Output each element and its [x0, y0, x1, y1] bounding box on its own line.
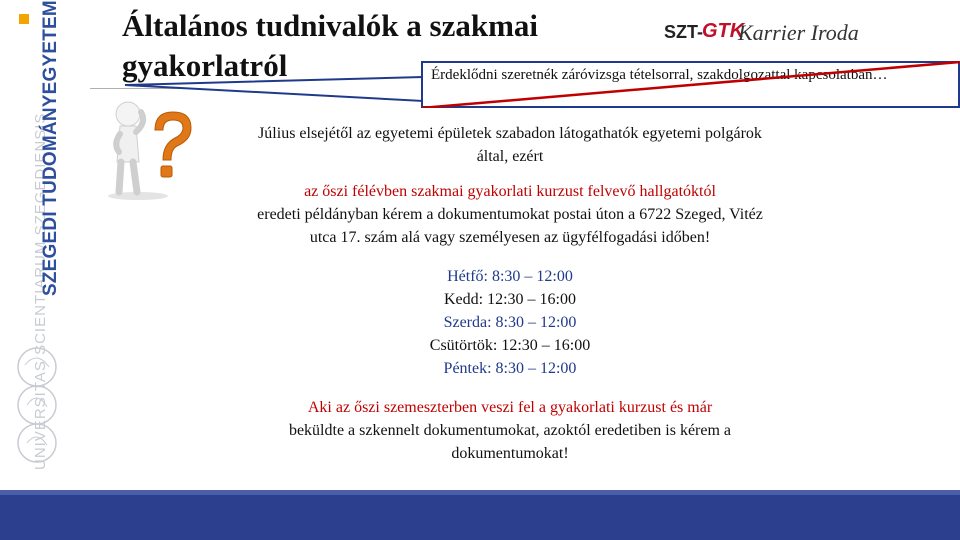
title-line-2: gyakorlatról	[122, 48, 288, 83]
hours-thursday: Csütörtök: 12:30 – 16:00	[429, 337, 591, 354]
footer-bar	[0, 490, 960, 540]
instructions-highlight: az őszi félévben szakmai gyakorlati kurzust felvevő hallgatóktól	[304, 183, 716, 200]
main-content	[250, 122, 770, 465]
note-highlight: Aki az őszi szemeszterben veszi fel a gyakorlati kurzust és már	[307, 399, 713, 416]
paragraph-instructions	[250, 180, 770, 249]
university-seal-icon	[15, 345, 59, 465]
office-hours-list	[250, 265, 770, 380]
university-latin-name: UNIVERSITAS SCIENTIARUM SZEGEDIENSIS	[32, 112, 49, 470]
thinking-figure-icon	[103, 92, 203, 202]
brand-karrier: Karrier Iroda	[738, 20, 859, 45]
brand-szt: SZT-	[664, 22, 703, 42]
callout-text: Érdeklődni szeretnék záróvizsga tételsorral, szakdolgozattal kapcsolatban…	[431, 67, 888, 83]
footer-stripe	[0, 490, 960, 495]
hours-monday: Hétfő: 8:30 – 12:00	[447, 268, 573, 285]
strikethrough-line	[421, 61, 960, 108]
hours-friday: Péntek: 8:30 – 12:00	[443, 360, 577, 377]
university-name: SZEGEDI TUDOMÁNYEGYETEM	[40, 0, 61, 296]
instructions-end: !	[704, 229, 711, 246]
note-body: beküldte a szkennelt dokumentumokat, azoktól eredetiben is kérem a dokumentumokat!	[288, 422, 732, 462]
title-line-1: Általános tudnivalók a szakmai	[122, 8, 539, 43]
paragraph-note	[250, 396, 770, 465]
office-hours-underlined: ügyfélfogadási időben	[562, 229, 705, 246]
question-callout	[421, 61, 960, 108]
instructions-body: eredeti példányban kérem a dokumentumokat postai úton a 6722 Szeged, Vitéz utca 17. szám alá vagy személyesen az	[257, 206, 763, 246]
brand-gtk: GTK	[702, 20, 745, 42]
hours-tuesday: Kedd: 12:30 – 16:00	[444, 291, 576, 308]
hours-wednesday: Szerda: 8:30 – 12:00	[443, 314, 577, 331]
paragraph-intro: Július elsejétől az egyetemi épületek szabadon látogathatók egyetemi polgárok által, ezért	[258, 125, 762, 165]
